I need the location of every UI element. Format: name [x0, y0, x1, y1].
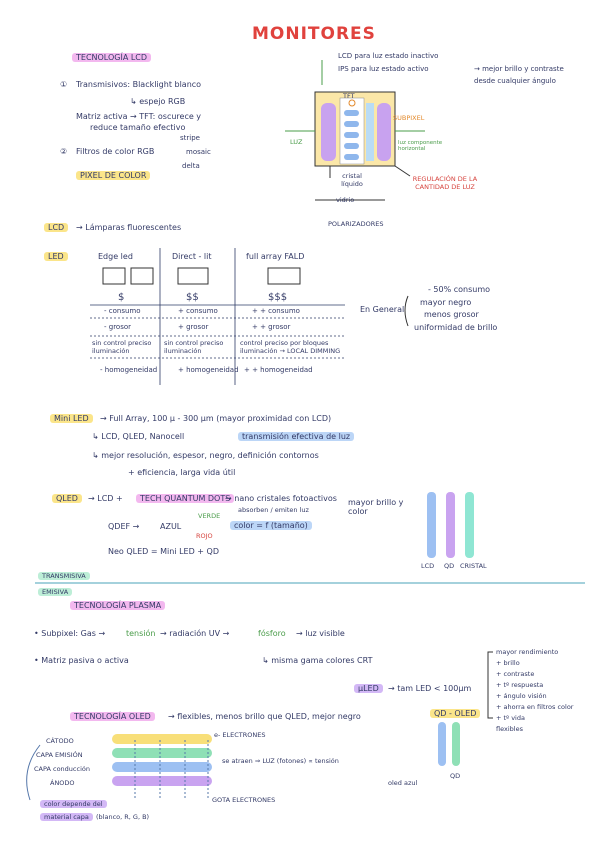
filter-delta: delta	[182, 162, 200, 170]
row3-c1: sin control preciso iluminación	[92, 339, 152, 355]
mini-led-line4: + eficiencia, larga vida útil	[128, 468, 236, 477]
filter-mosaic: mosaic	[186, 148, 211, 156]
label-regulacion: REGULACIÓN DE LA CANTIDAD DE LUZ	[412, 175, 478, 191]
list-1: mayor rendimiento	[496, 648, 559, 656]
heading-oled: TECNOLOGÍA OLED	[70, 712, 155, 721]
plasma-line1b: tensión	[126, 629, 156, 638]
led-table-lines	[90, 248, 345, 385]
verde: VERDE	[198, 512, 221, 520]
uled-label: µLED	[354, 684, 383, 693]
price-2: $$	[186, 292, 199, 303]
item1-b: ↳ espejo RGB	[130, 97, 186, 106]
oled-color-note1: color depende del	[40, 800, 107, 808]
qled-bars	[427, 492, 474, 558]
price-3: $$$	[268, 292, 288, 303]
label-emisiva: EMISIVA	[38, 588, 72, 596]
row3-c2: sin control preciso iluminación	[164, 339, 224, 355]
page-title: MONITORES	[252, 24, 376, 44]
list-7: + tº vida	[496, 714, 525, 722]
item1-num: ①	[60, 80, 68, 89]
general-1: - 50% consumo	[428, 285, 491, 294]
row2-c3: + + grosor	[252, 323, 291, 331]
list-8: flexibles	[496, 725, 523, 733]
oled-electrones: e- ELECTRONES	[214, 731, 266, 739]
note-ips: IPS para luz estado activo	[338, 65, 429, 73]
oled-attract: se atraen ⇒ LUZ (fotones) ∝ tensión	[222, 757, 339, 765]
plasma-line1d: fósforo	[258, 629, 286, 638]
row4-c2: + homogeneidad	[178, 366, 239, 374]
item1-c: Matriz activa → TFT: oscurece y	[76, 112, 202, 121]
pixel-color: PIXEL DE COLOR	[76, 171, 150, 180]
qd-oled-label: QD - OLED	[430, 709, 480, 718]
note-mejor: → mejor brillo y contraste	[474, 65, 564, 73]
led-icons	[103, 268, 300, 284]
label-polarizadores: POLARIZADORES	[328, 220, 384, 228]
mini-led-line1: → Full Array, 100 µ - 300 µm (mayor proximidad con LCD)	[100, 414, 332, 423]
bar-label-qd: QD	[444, 562, 455, 570]
item1-d: reduce tamaño efectivo	[90, 123, 186, 132]
item2: Filtros de color RGB	[76, 147, 155, 156]
layer-anodo: ÁNODO	[50, 779, 75, 787]
label-polar-h: luz componente horizontal	[398, 140, 443, 152]
bar-label-lcd: LCD	[421, 562, 435, 570]
price-1: $	[118, 292, 125, 303]
note-angulo: desde cualquier ángulo	[474, 77, 556, 85]
oled-color-note2: material capa	[40, 813, 93, 821]
label-cristal: cristal líquido	[341, 172, 363, 188]
label-subpixel: SUBPIXEL	[393, 114, 425, 122]
plasma-line2: • Matriz pasiva o activa	[34, 656, 129, 665]
label-vidrio: vidrio	[336, 196, 355, 204]
row4-c1: - homogeneidad	[100, 366, 158, 374]
led-header-3: full array FALD	[246, 252, 305, 261]
list-4: + tº respuesta	[496, 681, 544, 689]
led-header-2: Direct - lit	[172, 252, 212, 261]
item1-a: Transmisivos: Blacklight blanco	[76, 80, 202, 89]
row2-c2: + grosor	[178, 323, 209, 331]
row1-c1: - consumo	[104, 307, 141, 315]
filter-stripe: stripe	[180, 134, 200, 142]
row4-c3: + + homogeneidad	[244, 366, 313, 374]
row1-c3: + + consumo	[252, 307, 300, 315]
plasma-line3: ↳ misma gama colores CRT	[262, 656, 373, 665]
plasma-line1e: → luz visible	[296, 629, 345, 638]
list-3: + contraste	[496, 670, 535, 678]
lcd-label: LCD	[44, 223, 68, 232]
layer-catodo: CÁTODO	[46, 737, 74, 745]
mini-led-line3: ↳ mejor resolución, espesor, negro, definición contornos	[92, 451, 319, 460]
qd-oled-note: oled azul	[388, 779, 418, 787]
oled-color-note3: (blanco, R, G, B)	[96, 813, 150, 821]
neo-qled: Neo QLED = Mini LED + QD	[108, 547, 219, 556]
lcd-lamps: → Lámparas fluorescentes	[76, 223, 182, 232]
row2-c1: - grosor	[104, 323, 132, 331]
qled-label: QLED	[52, 494, 82, 503]
qled-line1c: → nano cristales fotoactivos	[225, 494, 337, 503]
qled-line1d: absorben / emiten luz	[238, 506, 309, 514]
general-3: menos grosor	[424, 310, 479, 319]
qd-oled-bar-label: QD	[450, 772, 461, 780]
row1-c2: + consumo	[178, 307, 218, 315]
plasma-line1c: → radiación UV →	[160, 629, 230, 638]
oled-text: → flexibles, menos brillo que QLED, mejor negro	[168, 712, 361, 721]
plasma-line1a: • Subpixel: Gas →	[34, 629, 106, 638]
uled-text: → tam LED < 100µm	[388, 684, 472, 693]
general-label: En General	[360, 305, 405, 314]
oled-huecos: GOTA ELECTRONES	[212, 796, 276, 804]
list-2: + brillo	[496, 659, 520, 667]
mini-led-line2: ↳ LCD, QLED, Nanocell	[92, 432, 185, 441]
label-transmisiva: TRANSMISIVA	[38, 572, 90, 580]
heading-tec-lcd: TECNOLOGÍA LCD	[72, 53, 151, 62]
qled-line1a: → LCD +	[88, 494, 123, 503]
list-6: + ahorra en filtros color	[496, 703, 574, 711]
bar-label-cristal: CRISTAL	[460, 562, 487, 570]
layer-emision: CAPA EMISIÓN	[36, 751, 83, 759]
item2-num: ②	[60, 147, 68, 156]
general-2: mayor negro	[420, 298, 472, 307]
led-header-1: Edge led	[98, 252, 133, 261]
formula: color = f (tamaño)	[230, 521, 312, 530]
mini-led-label: Mini LED	[50, 414, 93, 423]
qled-line1b: TECH QUANTUM DOTS	[136, 494, 234, 503]
led-label: LED	[44, 252, 68, 261]
qled-side: mayor brillo y color	[348, 498, 404, 516]
note-lcd: LCD para luz estado inactivo	[338, 52, 439, 60]
row3-c3: control preciso por bloques iluminación → LOCAL DIMMING	[240, 339, 341, 355]
label-tft: TFT	[343, 92, 355, 100]
general-4: uniformidad de brillo	[414, 323, 498, 332]
qdef: QDEF →	[108, 522, 140, 531]
rojo: ROJO	[196, 532, 213, 540]
label-luz: LUZ	[290, 138, 303, 146]
layer-conduccion: CAPA conducción	[34, 765, 90, 773]
mini-led-line2b: transmisión efectiva de luz	[238, 432, 354, 441]
qd-oled-bars	[438, 722, 460, 766]
azul: AZUL	[160, 522, 182, 531]
list-5: + ángulo visión	[496, 692, 547, 700]
heading-plasma: TECNOLOGÍA PLASMA	[70, 601, 165, 610]
